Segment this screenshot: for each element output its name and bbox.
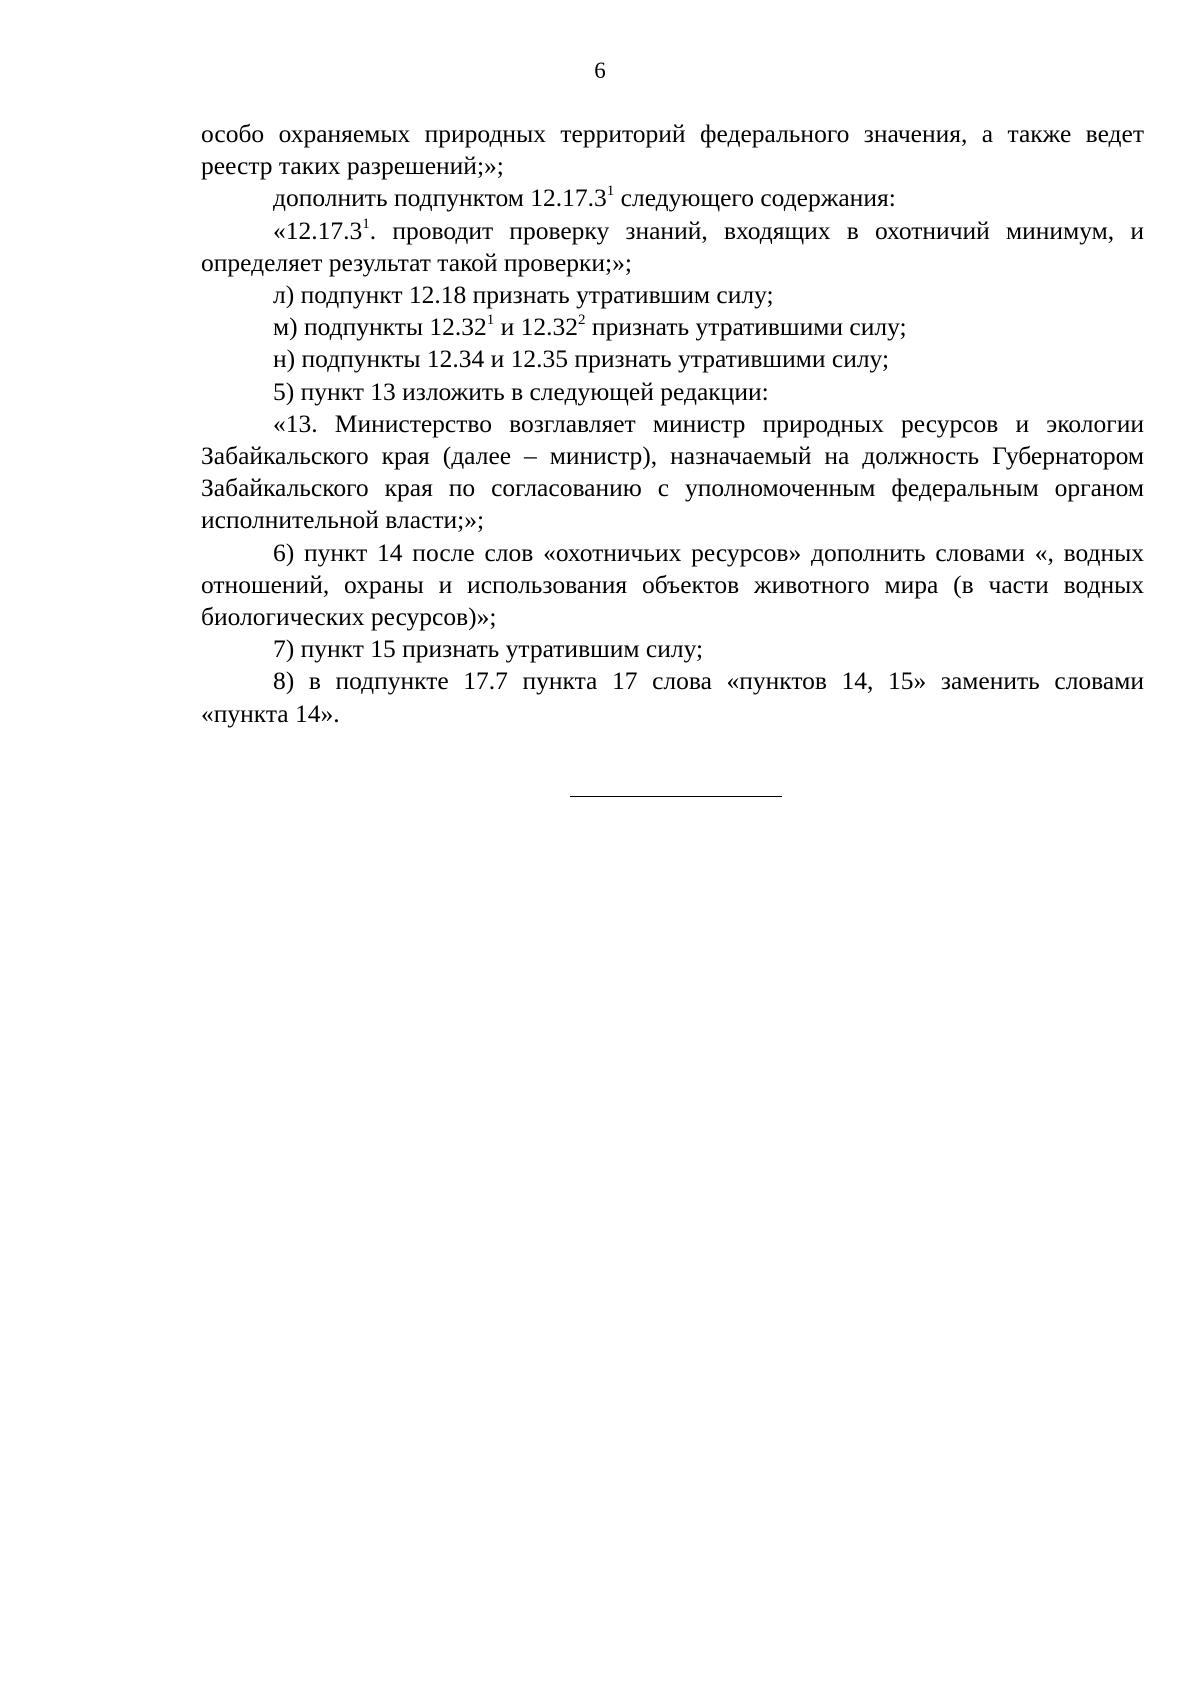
document-body: [201, 118, 1144, 730]
superscript-index: 1: [486, 312, 495, 329]
paragraph-text: н) подпункты 12.34 и 12.35 признать утратившими силу;: [273, 344, 890, 374]
paragraph-text: м) подпункты 12.32: [273, 312, 487, 342]
paragraph-item-8: [201, 665, 1144, 729]
paragraph-text: . проводит проверку знаний, входящих в охотничий минимум, и определяет результат такой проверки;»;: [201, 215, 1144, 277]
paragraph-text: 7) пункт 15 признать утратившим силу;: [273, 634, 704, 664]
paragraph-text: дополнить подпунктом 12.17.3: [273, 183, 607, 213]
paragraph-item-6: [201, 537, 1144, 634]
paragraph-text: «12.17.3: [273, 215, 363, 245]
paragraph-text: 6) пункт 14 после слов «охотничьих ресурсов» дополнить словами «, водных отношений, охраны и использования объектов животного мира (в части водных биологических ресурсов)»;: [201, 537, 1144, 632]
paragraph-item-m: [201, 311, 1144, 343]
paragraph-item-n: [201, 343, 1144, 375]
paragraph-point-13: [201, 408, 1144, 537]
paragraph-continuation: [201, 118, 1144, 182]
paragraph-subpoint-12-17-3-1: [201, 215, 1144, 279]
paragraph-text: особо охраняемых природных территорий федерального значения, а также ведет реестр таких разрешений;»;: [201, 119, 1144, 181]
paragraph-text: «13. Министерство возглавляет министр природных ресурсов и экологии Забайкальского края (далее – министр), назначаемый на должность Губернатором Забайкальского края по согласованию с уполномоченным федеральным органом исполнительной власти;»;: [201, 408, 1144, 535]
paragraph-add-subpoint: [201, 182, 1144, 214]
paragraph-text: и 12.32: [494, 312, 579, 342]
paragraph-item-7: [201, 633, 1144, 665]
superscript-index: 1: [606, 183, 615, 200]
paragraph-text: 8) в подпункте 17.7 пункта 17 слова «пунктов 14, 15» заменить словами «пункта 14».: [201, 666, 1144, 728]
paragraph-text: признать утратившими силу;: [585, 312, 907, 342]
paragraph-item-5: [201, 376, 1144, 408]
paragraph-text: л) подпункт 12.18 признать утратившим силу;: [273, 280, 774, 310]
paragraph-text: 5) пункт 13 изложить в следующей редакции:: [273, 376, 769, 406]
page-number: 6: [594, 58, 606, 83]
superscript-index: 2: [578, 312, 586, 329]
paragraph-text: следующего содержания:: [614, 183, 896, 213]
superscript-index: 1: [362, 215, 370, 232]
end-divider-line: [570, 796, 782, 797]
paragraph-item-l: [201, 279, 1144, 311]
